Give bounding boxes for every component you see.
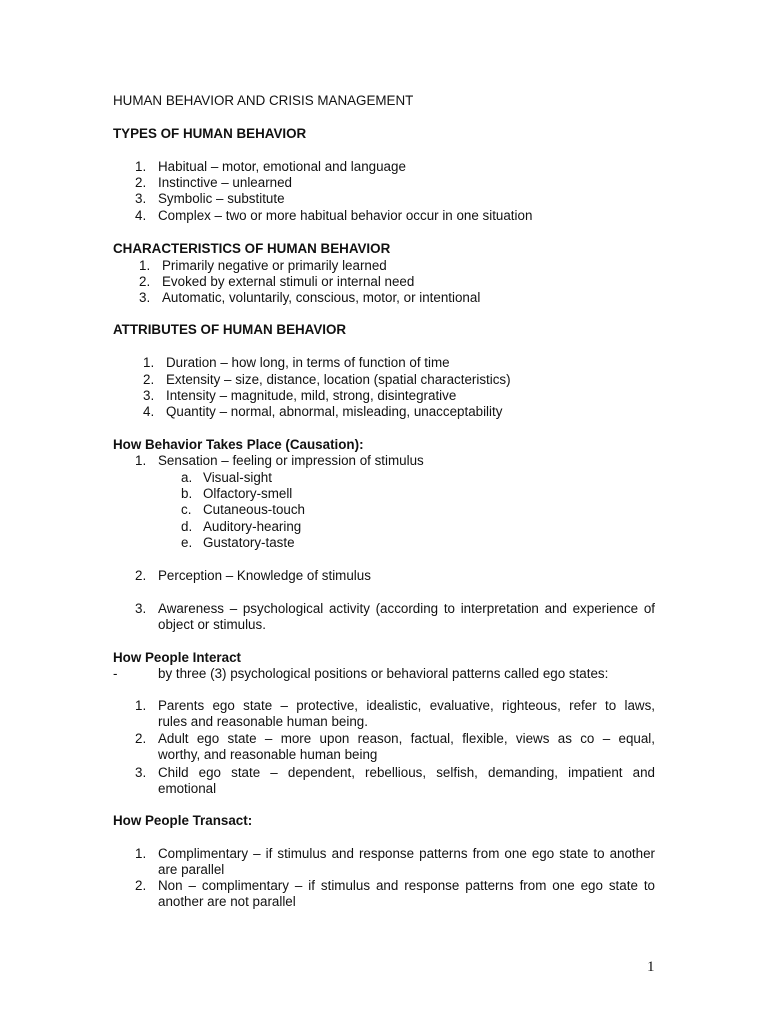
transact-heading: How People Transact: bbox=[113, 813, 253, 828]
page-number: 1 bbox=[647, 959, 655, 975]
list-item: Non – complimentary – if stimulus and response patterns from one ego state to bbox=[158, 878, 655, 893]
list-number: 3. bbox=[135, 765, 147, 780]
sub-list-item: Visual-sight bbox=[203, 470, 272, 485]
list-number: 3. bbox=[143, 388, 155, 403]
list-item: Instinctive – unlearned bbox=[158, 175, 292, 190]
list-item: Primarily negative or primarily learned bbox=[162, 258, 387, 273]
list-item: Evoked by external stimuli or internal need bbox=[162, 274, 415, 289]
list-item-continuation: are parallel bbox=[158, 862, 225, 877]
sub-list-item: Auditory-hearing bbox=[203, 519, 302, 534]
list-item: Automatic, voluntarily, conscious, motor, or intentional bbox=[162, 290, 481, 305]
list-item: Sensation – feeling or impression of stimulus bbox=[158, 453, 424, 468]
list-item: Duration – how long, in terms of function of time bbox=[166, 355, 450, 370]
list-item: Perception – Knowledge of stimulus bbox=[158, 568, 371, 583]
list-item: Complex – two or more habitual behavior occur in one situation bbox=[158, 208, 533, 223]
list-number: 2. bbox=[143, 372, 155, 387]
characteristics-heading: CHARACTERISTICS OF HUMAN BEHAVIOR bbox=[113, 241, 391, 256]
list-number: 2. bbox=[135, 731, 147, 746]
list-number: 1. bbox=[135, 698, 147, 713]
list-item: Intensity – magnitude, mild, strong, disintegrative bbox=[166, 388, 457, 403]
list-item-continuation: worthy, and reasonable human being bbox=[158, 747, 378, 762]
list-item-continuation: object or stimulus. bbox=[158, 617, 266, 632]
list-item-continuation: another are not parallel bbox=[158, 894, 296, 909]
list-item: Child ego state – dependent, rebellious, selfish, demanding, impatient and bbox=[158, 765, 655, 780]
sub-list-letter: a. bbox=[181, 470, 193, 485]
list-item-continuation: emotional bbox=[158, 781, 217, 796]
list-number: 1. bbox=[143, 355, 155, 370]
list-number: 2. bbox=[135, 878, 147, 893]
sub-list-letter: d. bbox=[181, 519, 193, 534]
sub-list-letter: c. bbox=[181, 502, 192, 517]
document-title: HUMAN BEHAVIOR AND CRISIS MANAGEMENT bbox=[113, 93, 414, 108]
list-item: Habitual – motor, emotional and language bbox=[158, 159, 406, 174]
sub-list-letter: b. bbox=[181, 486, 193, 501]
list-number: 4. bbox=[135, 208, 147, 223]
list-item-continuation: rules and reasonable human being. bbox=[158, 714, 368, 729]
list-item: Parents ego state – protective, idealistic, evaluative, righteous, refer to laws, bbox=[158, 698, 655, 713]
list-number: 3. bbox=[139, 290, 151, 305]
list-number: 1. bbox=[135, 159, 147, 174]
list-number: 3. bbox=[135, 601, 147, 616]
types-heading: TYPES OF HUMAN BEHAVIOR bbox=[113, 126, 307, 141]
dash-bullet: - bbox=[113, 666, 118, 681]
list-number: 2. bbox=[135, 568, 147, 583]
interact-intro: by three (3) psychological positions or behavioral patterns called ego states: bbox=[158, 666, 609, 681]
list-number: 1. bbox=[135, 846, 147, 861]
list-number: 1. bbox=[139, 258, 151, 273]
list-number: 4. bbox=[143, 404, 155, 419]
sub-list-item: Gustatory-taste bbox=[203, 535, 295, 550]
list-item: Quantity – normal, abnormal, misleading, unacceptability bbox=[166, 404, 503, 419]
list-number: 2. bbox=[135, 175, 147, 190]
causation-heading: How Behavior Takes Place (Causation): bbox=[113, 437, 364, 452]
list-item: Adult ego state – more upon reason, factual, flexible, views as co – equal, bbox=[158, 731, 655, 746]
interact-heading: How People Interact bbox=[113, 650, 241, 665]
sub-list-letter: e. bbox=[181, 535, 193, 550]
list-number: 2. bbox=[139, 274, 151, 289]
list-item: Complimentary – if stimulus and response patterns from one ego state to another bbox=[158, 846, 655, 861]
sub-list-item: Cutaneous-touch bbox=[203, 502, 305, 517]
sub-list-item: Olfactory-smell bbox=[203, 486, 293, 501]
list-item: Awareness – psychological activity (according to interpretation and experience of bbox=[158, 601, 655, 616]
list-number: 3. bbox=[135, 191, 147, 206]
attributes-heading: ATTRIBUTES OF HUMAN BEHAVIOR bbox=[113, 322, 347, 337]
list-item: Symbolic – substitute bbox=[158, 191, 285, 206]
list-item: Extensity – size, distance, location (spatial characteristics) bbox=[166, 372, 511, 387]
list-number: 1. bbox=[135, 453, 147, 468]
